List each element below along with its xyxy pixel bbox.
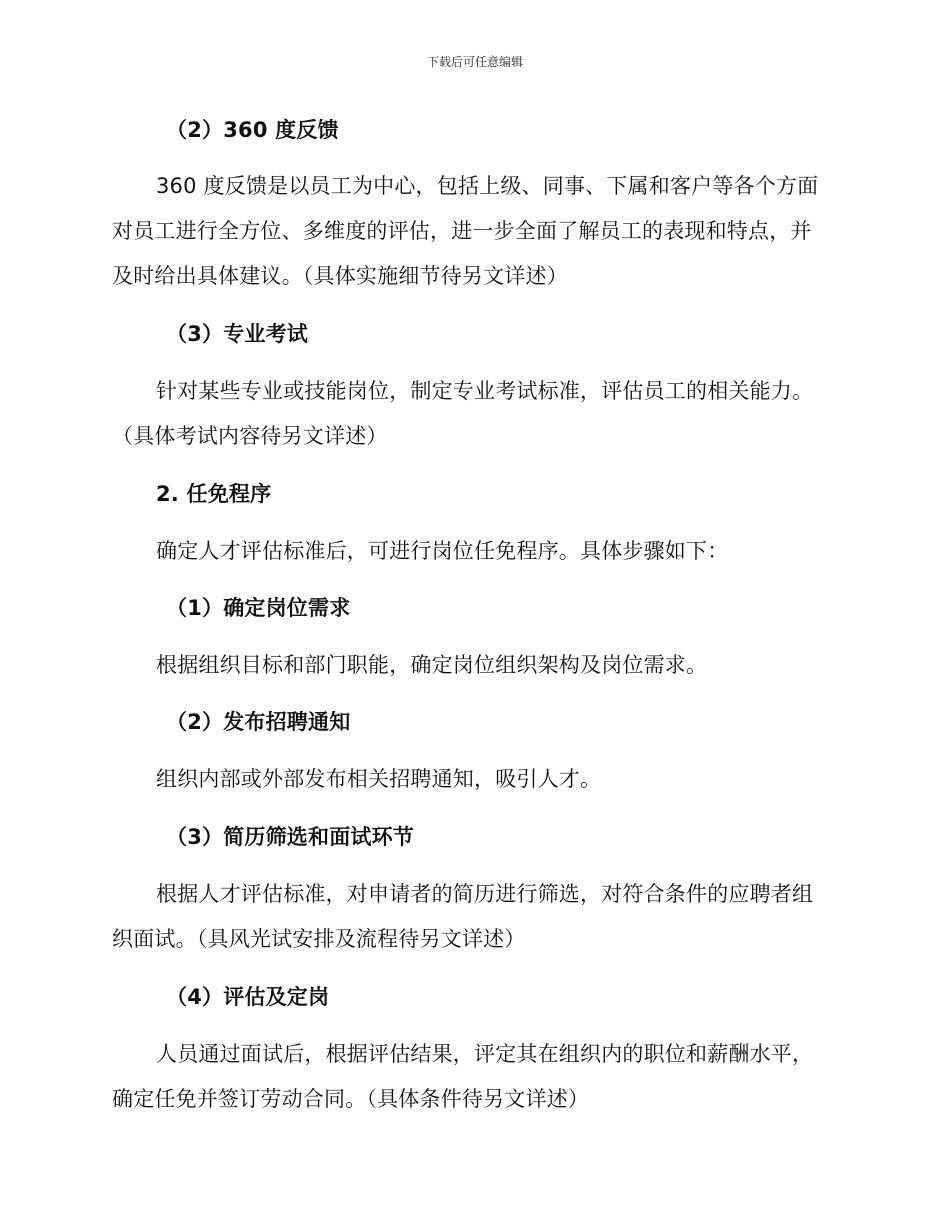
section-heading-recruitment-notice: （2）发布招聘通知 (166, 710, 351, 734)
paragraph-line: 360 度反馈是以员工为中心，包括上级、同事、下属和客户等各个方面 (156, 174, 819, 198)
paragraph-line: （具体考试内容待另文详述） (112, 424, 388, 448)
paragraph-line: 人员通过面试后，根据评估结果，评定其在组织内的职位和薪酬水平， (156, 1042, 814, 1066)
section-heading-position-needs: （1）确定岗位需求 (166, 596, 351, 620)
section-heading-resume-interview: （3）简历筛选和面试环节 (166, 825, 415, 849)
paragraph-line: 确定任免并签订劳动合同。（具体条件待另文详述） (112, 1087, 590, 1111)
paragraph-line: 根据组织目标和部门职能，确定岗位组织架构及岗位需求。 (156, 653, 708, 677)
paragraph-line: 对员工进行全方位、多维度的评估，进一步全面了解员工的表现和特点，并 (112, 219, 812, 243)
paragraph-line: 织面试。（具风光试安排及流程待另文详述） (112, 927, 526, 951)
paragraph-line: 组织内部或外部发布相关招聘通知，吸引人才。 (156, 767, 602, 791)
paragraph-line: 针对某些专业或技能岗位，制定专业考试标准，评估员工的相关能力。 (156, 379, 814, 403)
section-heading-360-feedback: （2）360 度反馈 (166, 118, 339, 142)
section-heading-appointment-procedure: 2. 任免程序 (156, 482, 272, 506)
section-heading-professional-exam: （3）专业考试 (166, 322, 309, 346)
section-heading-evaluation-placement: （4）评估及定岗 (166, 985, 330, 1009)
paragraph-line: 确定人才评估标准后，可进行岗位任免程序。具体步骤如下： (156, 539, 729, 563)
paragraph-line: 根据人才评估标准，对申请者的简历进行筛选，对符合条件的应聘者组 (156, 882, 814, 906)
paragraph-line: 及时给出具体建议。（具体实施细节待另文详述） (112, 264, 568, 288)
header-note: 下载后可任意编辑 (426, 55, 523, 69)
